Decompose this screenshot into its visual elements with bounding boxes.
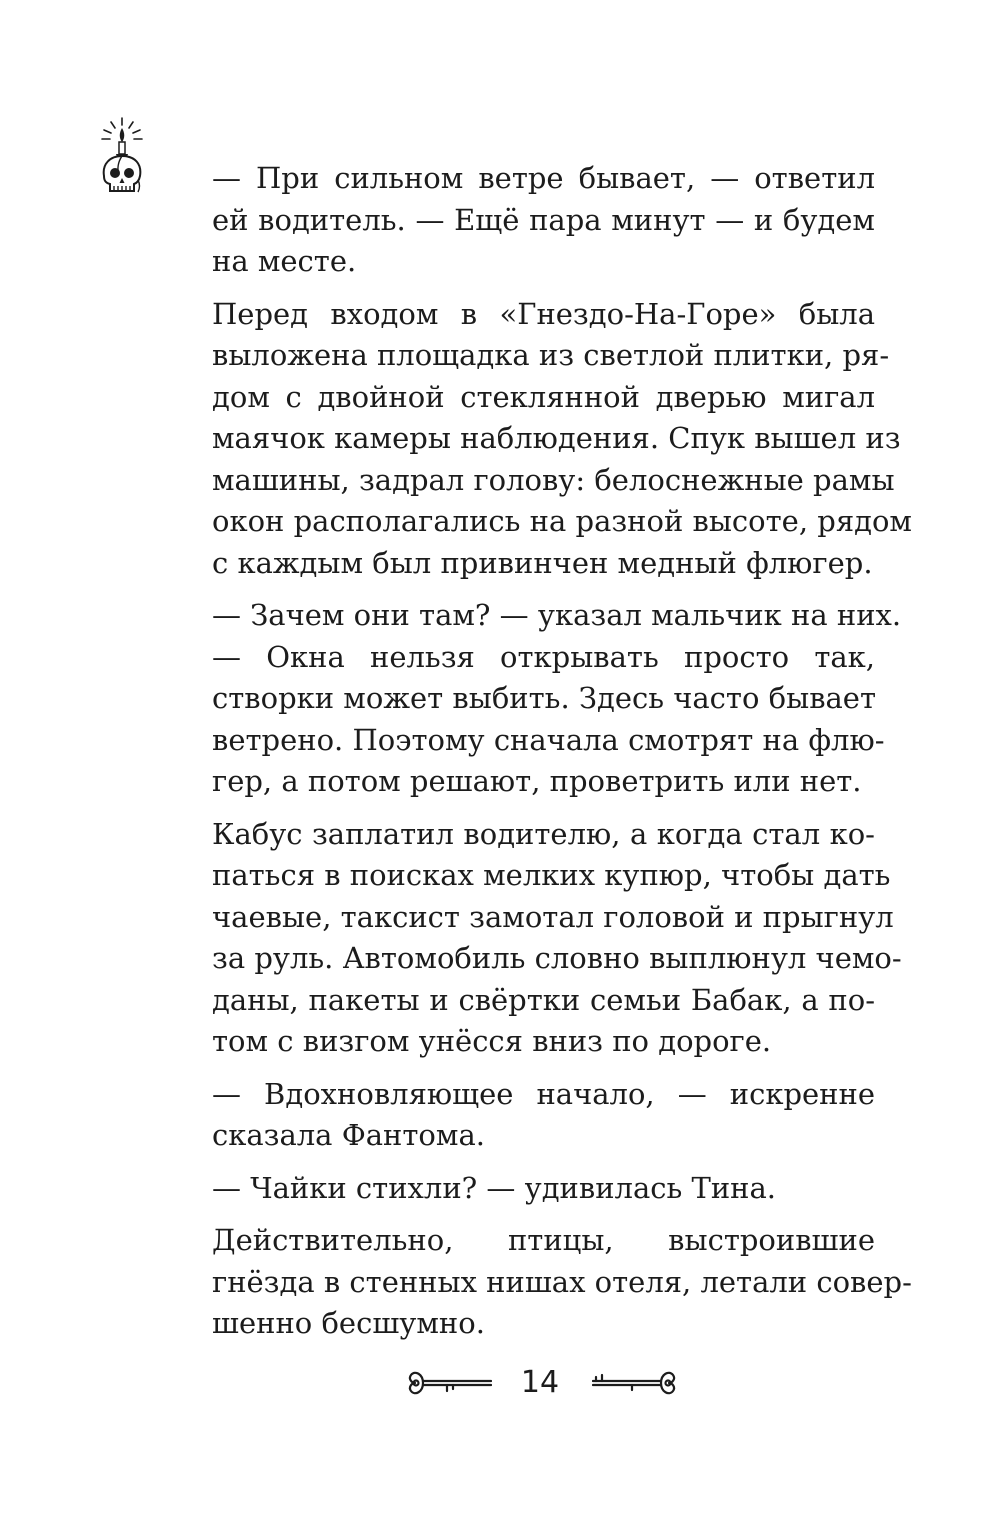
text-line: чаевые, таксист замотал головой и прыгнул bbox=[212, 899, 894, 934]
text-line: машины, задрал голову: белоснежные рамы bbox=[212, 462, 895, 497]
text-line: том с визгом унёсся вниз по дороге. bbox=[212, 1024, 772, 1058]
key-right-icon bbox=[592, 1366, 677, 1400]
text-line: гнёзда в стенных нишах отеля, летали совер- bbox=[212, 1264, 912, 1299]
text-line: сказала Фантома. bbox=[212, 1118, 485, 1152]
text-line: дом с двойной стеклянной дверью мигал bbox=[212, 379, 875, 414]
text-line: створки может выбить. Здесь часто бывает bbox=[212, 681, 877, 715]
text-line: выложена площадка из светлой плитки, ря- bbox=[212, 338, 890, 372]
text-line: — Зачем они там? — указал мальчик на них. bbox=[212, 598, 902, 632]
text-line: гер, а потом решают, проветрить или нет. bbox=[212, 764, 862, 798]
text-line: маячок камеры наблюдения. Спук вышел из bbox=[212, 421, 901, 455]
text-line: окон располагались на разной высоте, рядом bbox=[212, 504, 912, 538]
text-line: паться в поисках мелких купюр, чтобы дать bbox=[212, 858, 891, 892]
text-line: — Чайки стихли? — удивилась Тина. bbox=[212, 1170, 776, 1205]
text-line: Перед входом в «Гнездо-На-Горе» была bbox=[212, 296, 875, 331]
text-line: ветрено. Поэтому сначала смотрят на флю- bbox=[212, 722, 885, 757]
body-text bbox=[212, 158, 912, 1345]
text-line: с каждым был привинчен медный флюгер. bbox=[212, 545, 873, 580]
text-line: даны, пакеты и свёртки семьи Бабак, а по- bbox=[212, 982, 875, 1017]
text-line: на месте. bbox=[212, 244, 357, 278]
text-line: шенно бесшумно. bbox=[212, 1306, 485, 1340]
text-line: — При сильном ветре бывает, — ответил bbox=[212, 161, 875, 195]
text-line: — Окна нельзя открывать просто так, bbox=[212, 639, 875, 674]
text-line: за руль. Автомобиль словно выплюнул чемо- bbox=[212, 941, 902, 975]
key-left-icon bbox=[407, 1366, 492, 1400]
text-line: Действительно, птицы, выстроившие bbox=[212, 1223, 875, 1257]
text-line: — Вдохновляющее начало, — искренне bbox=[212, 1076, 875, 1111]
skull-candle-icon bbox=[92, 116, 152, 196]
text-line: ей водитель. — Ещё пара минут — и будем bbox=[212, 202, 875, 237]
text-line: Кабус заплатил водителю, а когда стал ко- bbox=[212, 816, 875, 851]
page-footer bbox=[0, 1358, 1000, 1408]
page-number: 14 bbox=[520, 1365, 560, 1400]
